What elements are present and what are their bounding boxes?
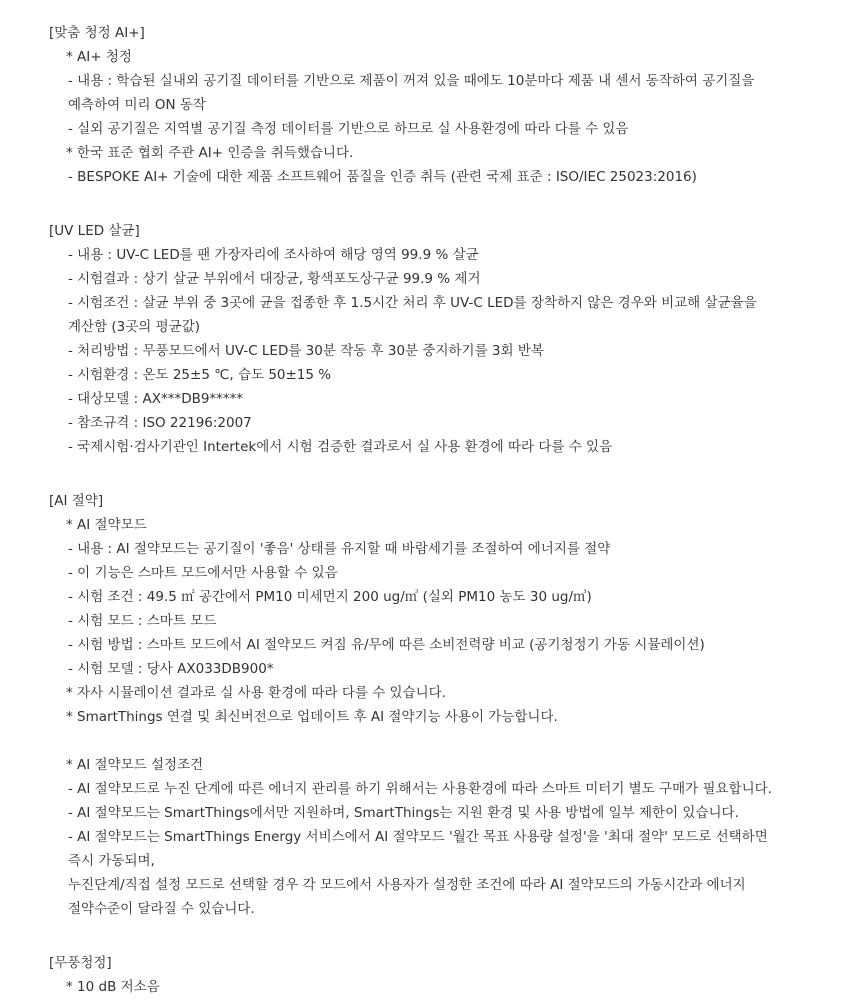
document-body — [0, 21, 860, 999]
bullet-dash: - 내용 : AI 절약모드는 공기질이 '좋음' 상태를 유지할 때 바람세기를 조절하여 에너지를 절약 — [68, 541, 611, 557]
subsection-ai-saving-conditions — [0, 753, 860, 921]
section-windfree — [0, 951, 860, 999]
section-heading: [AI 절약] — [49, 493, 104, 509]
bullet-continuation: 계산함 (3곳의 평균값) — [68, 319, 201, 335]
bullet-dash: - 참조규격 : ISO 22196:2007 — [68, 415, 252, 431]
bullet-star: * AI 절약모드 설정조건 — [66, 757, 204, 773]
bullet-continuation: 즉시 가동되며, — [68, 853, 155, 869]
bullet-dash: - 대상모델 : AX***DB9***** — [68, 391, 244, 407]
bullet-continuation: 누진단계/직접 설정 모드로 선택할 경우 각 모드에서 사용자가 설정한 조건에 따라 AI 절약모드의 가동시간과 에너지 — [68, 877, 746, 893]
bullet-dash: - 시험 조건 : 49.5 ㎡ 공간에서 PM10 미세먼지 200 ug/㎥ (실외 PM10 농도 30 ug/㎥) — [68, 589, 592, 605]
bullet-dash: - AI 절약모드는 SmartThings에서만 지원하며, SmartThings는 지원 환경 및 사용 방법에 일부 제한이 있습니다. — [68, 805, 739, 821]
section-heading: [무풍청정] — [49, 955, 112, 971]
bullet-dash: - 시험 방법 : 스마트 모드에서 AI 절약모드 켜짐 유/무에 따른 소비전력량 비교 (공기청정기 가동 시뮬레이션) — [68, 637, 705, 653]
bullet-dash: - 실외 공기질은 지역별 공기질 측정 데이터를 기반으로 하므로 실 사용환경에 따라 다를 수 있음 — [68, 121, 629, 137]
bullet-dash: - 시험환경 : 온도 25±5 ℃, 습도 50±15 % — [68, 367, 332, 383]
bullet-star: * 한국 표준 협회 주관 AI+ 인증을 취득했습니다. — [66, 145, 354, 161]
bullet-star: * AI 절약모드 — [66, 517, 147, 533]
bullet-dash: - AI 절약모드는 SmartThings Energy 서비스에서 AI 절약모드 '월간 목표 사용량 설정'을 '최대 절약' 모드로 선택하면 — [68, 829, 768, 845]
spacer — [0, 459, 860, 489]
section-heading: [맞춤 청정 AI+] — [49, 25, 145, 41]
bullet-dash: - 시험결과 : 상기 살균 부위에서 대장균, 황색포도상구균 99.9 % 제거 — [68, 271, 481, 287]
spacer — [0, 729, 860, 753]
bullet-dash: - 이 기능은 스마트 모드에서만 사용할 수 있음 — [68, 565, 338, 581]
bullet-dash: - 시험 모드 : 스마트 모드 — [68, 613, 217, 629]
bullet-dash: - AI 절약모드로 누진 단계에 따른 에너지 관리를 하기 위해서는 사용환경에 따라 스마트 미터기 별도 구매가 필요합니다. — [68, 781, 772, 797]
bullet-dash: - 내용 : 학습된 실내외 공기질 데이터를 기반으로 제품이 꺼져 있을 때에도 10분마다 제품 내 센서 동작하여 공기질을 — [68, 73, 755, 89]
bullet-dash: - 시험 모델 : 당사 AX033DB900* — [68, 661, 274, 677]
bullet-dash: - 내용 : UV-C LED를 팬 가장자리에 조사하여 해당 영역 99.9 % 살균 — [68, 247, 479, 263]
bullet-dash: - 시험조건 : 살균 부위 중 3곳에 균을 접종한 후 1.5시간 처리 후 UV-C LED를 장착하지 않은 경우와 비교해 살균율을 — [68, 295, 757, 311]
bullet-continuation: 예측하여 미리 ON 동작 — [68, 97, 206, 113]
spacer — [0, 189, 860, 219]
bullet-star: * SmartThings 연결 및 최신버전으로 업데이트 후 AI 절약기능 사용이 가능합니다. — [66, 709, 558, 725]
bullet-dash: - 처리방법 : 무풍모드에서 UV-C LED를 30분 작동 후 30분 중지하기를 3회 반복 — [68, 343, 544, 359]
bullet-continuation: 절약수준이 달라질 수 있습니다. — [68, 901, 255, 917]
spacer — [0, 921, 860, 951]
section-ai-saving — [0, 489, 860, 921]
bullet-dash: - 국제시험·검사기관인 Intertek에서 시험 검증한 결과로서 실 사용 환경에 따라 다를 수 있음 — [68, 439, 613, 455]
section-uv-led — [0, 219, 860, 459]
section-heading: [UV LED 살균] — [49, 223, 140, 239]
section-ai-plus — [0, 21, 860, 189]
bullet-star: * 10 dB 저소음 — [66, 979, 160, 995]
bullet-dash: - BESPOKE AI+ 기술에 대한 제품 소프트웨어 품질을 인증 취득 (관련 국제 표준 : ISO/IEC 25023:2016) — [68, 169, 697, 185]
bullet-star: * AI+ 청정 — [66, 49, 132, 65]
bullet-star: * 자사 시뮬레이션 결과로 실 사용 환경에 따라 다를 수 있습니다. — [66, 685, 446, 701]
